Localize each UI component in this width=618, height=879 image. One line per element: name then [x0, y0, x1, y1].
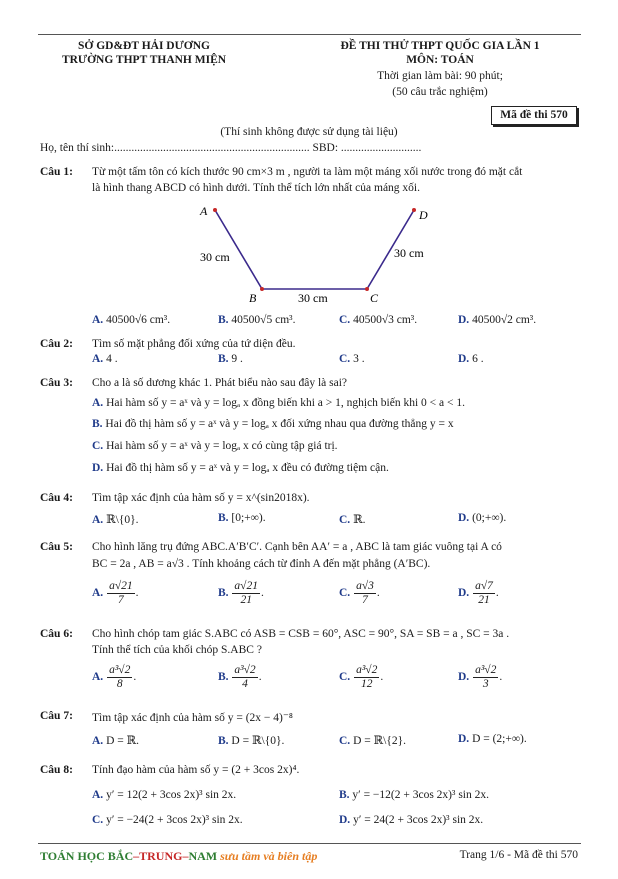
- brand-part: TOÁN HỌC BẮC: [40, 849, 134, 863]
- answer-option: A. 40500√6 cm³.: [92, 314, 171, 326]
- answer-option: C. y′ = −24(2 + 3cos 2x)³ sin 2x.: [92, 814, 243, 826]
- answer-option: C. $\frac{a√3}{7}$ .: [339, 580, 380, 606]
- question-text: Tính thể tích của khối chóp S.ABC ?: [92, 644, 262, 656]
- trapezoid-figure: [190, 200, 440, 310]
- vertex-label: D: [419, 208, 428, 222]
- vertex-point: [412, 208, 416, 212]
- vertex-point: [365, 287, 369, 291]
- question-text: Tìm số mặt phẳng đối xứng của tứ diện đều.: [92, 338, 296, 350]
- answer-option: A. ℝ\{0}.: [92, 514, 139, 526]
- top-rule: [38, 34, 581, 35]
- question-label: Câu 2:: [40, 338, 73, 350]
- answer-option: B. Hai đồ thị hàm số y = aˣ và y = logₐ x đối xứng nhau qua đường thẳng y = x: [92, 418, 454, 430]
- student-info-line: Họ, tên thí sinh:.................................................................... SBD: ............................: [40, 142, 422, 154]
- vertex-label: C: [370, 291, 379, 305]
- exam-time: Thời gian làm bài: 90 phút;: [377, 70, 503, 82]
- answer-option: A. 4 .: [92, 353, 118, 365]
- answer-option: C. 3 .: [339, 353, 365, 365]
- question-label: Câu 1:: [40, 166, 73, 178]
- question-text: Cho a là số dương khác 1. Phát biểu nào sau đây là sai?: [92, 377, 348, 389]
- answer-option: C. Hai hàm số y = aˣ và y = logₐ x có cùng tập giá trị.: [92, 440, 338, 452]
- answer-option: C. ℝ.: [339, 514, 366, 526]
- footer-brand: [40, 849, 317, 864]
- question-label: Câu 3:: [40, 377, 73, 389]
- answer-option: A. D = ℝ.: [92, 735, 140, 747]
- question-label: Câu 7:: [40, 710, 73, 722]
- vertex-label: A: [200, 204, 208, 218]
- answer-option: D. $\frac{a√7}{21}$ .: [458, 580, 499, 606]
- brand-tagline: sưu tầm và biên tập: [217, 849, 318, 863]
- answer-option: D. (0;+∞).: [458, 512, 507, 524]
- edge-length-label: 30 cm: [200, 250, 230, 264]
- answer-option: D. D = (2;+∞).: [458, 733, 527, 745]
- question-text: Từ một tấm tôn có kích thước 90 cm×3 m , người ta làm một máng xối nước trong đó mặt cắt: [92, 166, 523, 178]
- answer-option: C. $\frac{\text{a³√2}}{12}$ .: [339, 664, 384, 690]
- answer-option: B. y′ = −12(2 + 3cos 2x)³ sin 2x.: [339, 789, 490, 801]
- vertex-point: [260, 287, 264, 291]
- school-name-text: TRƯỜNG THPT THANH MIỆN: [61, 54, 227, 66]
- question-text: Tìm tập xác định của hàm số y = x^(sin2018x).: [92, 492, 310, 504]
- edge-length-label: 30 cm: [394, 246, 424, 260]
- answer-option: A. Hai hàm số y = aˣ và y = logₐ x đồng biến khi a > 1, nghịch biến khi 0 < a < 1.: [92, 397, 465, 409]
- question-text: Tính đạo hàm của hàm số y = (2 + 3cos 2x)⁴.: [92, 764, 300, 776]
- vertex-point: [213, 208, 217, 212]
- question-label: Câu 8:: [40, 764, 73, 776]
- answer-option: D. Hai đồ thị hàm số y = aˣ và y = logₐ x đều có đường tiệm cận.: [92, 462, 389, 474]
- answer-option: B. $\frac{a√21}{21}$ .: [218, 580, 264, 606]
- answer-option: B. 9 .: [218, 353, 243, 365]
- question-text: BC = 2a , AB = a√3 . Tính khoảng cách từ đỉnh A đến mặt phẳng (A′BC).: [92, 558, 431, 570]
- answer-option: D. y′ = 24(2 + 3cos 2x)³ sin 2x.: [339, 814, 484, 826]
- footer-page-info: Trang 1/6 - Mã đề thi 570: [459, 849, 578, 861]
- answer-option: B. D = ℝ\{0}.: [218, 735, 285, 747]
- question-label: Câu 6:: [40, 628, 73, 640]
- answer-option: A. y′ = 12(2 + 3cos 2x)³ sin 2x.: [92, 789, 237, 801]
- answer-option: B. 40500√5 cm³.: [218, 314, 296, 326]
- exam-title: ĐỀ THI THỬ THPT QUỐC GIA LẦN 1: [340, 40, 540, 52]
- brand-part: NAM: [188, 849, 218, 863]
- question-text: Cho hình lăng trụ đứng ABC.A′B′C′. Cạnh bên AA′ = a , ABC là tam giác vuông tại A có: [92, 541, 502, 553]
- exam-subject: MÔN: TOÁN: [406, 54, 474, 66]
- answer-option: B. [0;+∞).: [218, 512, 266, 524]
- exam-code-box: Mã đề thi 570: [491, 106, 577, 125]
- exam-note: (Thí sinh không được sử dụng tài liệu): [220, 126, 398, 138]
- answer-option: C. D = ℝ\{2}.: [339, 735, 407, 747]
- bottom-rule: [38, 843, 581, 844]
- brand-part: –TRUNG–: [133, 849, 189, 863]
- question-label: Câu 5:: [40, 541, 73, 553]
- edge-length-label: 30 cm: [298, 291, 328, 305]
- answer-option: A. $\frac{a√21}{7}$ .: [92, 580, 139, 606]
- trapezoid-shape: [215, 210, 414, 289]
- answer-option: D. 40500√2 cm³.: [458, 314, 537, 326]
- answer-option: B. $\frac{\text{a³√2}}{4}$ .: [218, 664, 262, 690]
- answer-option: A. $\frac{\text{a³√2}}{8}$ .: [92, 664, 137, 690]
- question-text: Tìm tập xác định của hàm số y = (2x − 4)⁻⁸: [92, 712, 293, 724]
- question-label: Câu 4:: [40, 492, 73, 504]
- answer-option: D. 6 .: [458, 353, 484, 365]
- question-text: là hình thang ABCD có hình dưới. Tính thể tích lớn nhất của máng xối.: [92, 182, 421, 194]
- exam-question-count: (50 câu trắc nghiệm): [392, 86, 488, 98]
- answer-option: D. $\frac{\text{a³√2}}{3}$ .: [458, 664, 503, 690]
- vertex-label: B: [249, 291, 257, 305]
- school-dept: SỞ GD&ĐT HẢI DƯƠNG: [78, 40, 210, 52]
- question-text: Cho hình chóp tam giác S.ABC có ASB = CSB = 60°, ASC = 90°, SA = SB = a , SC = 3a .: [92, 628, 510, 640]
- answer-option: C. 40500√3 cm³.: [339, 314, 418, 326]
